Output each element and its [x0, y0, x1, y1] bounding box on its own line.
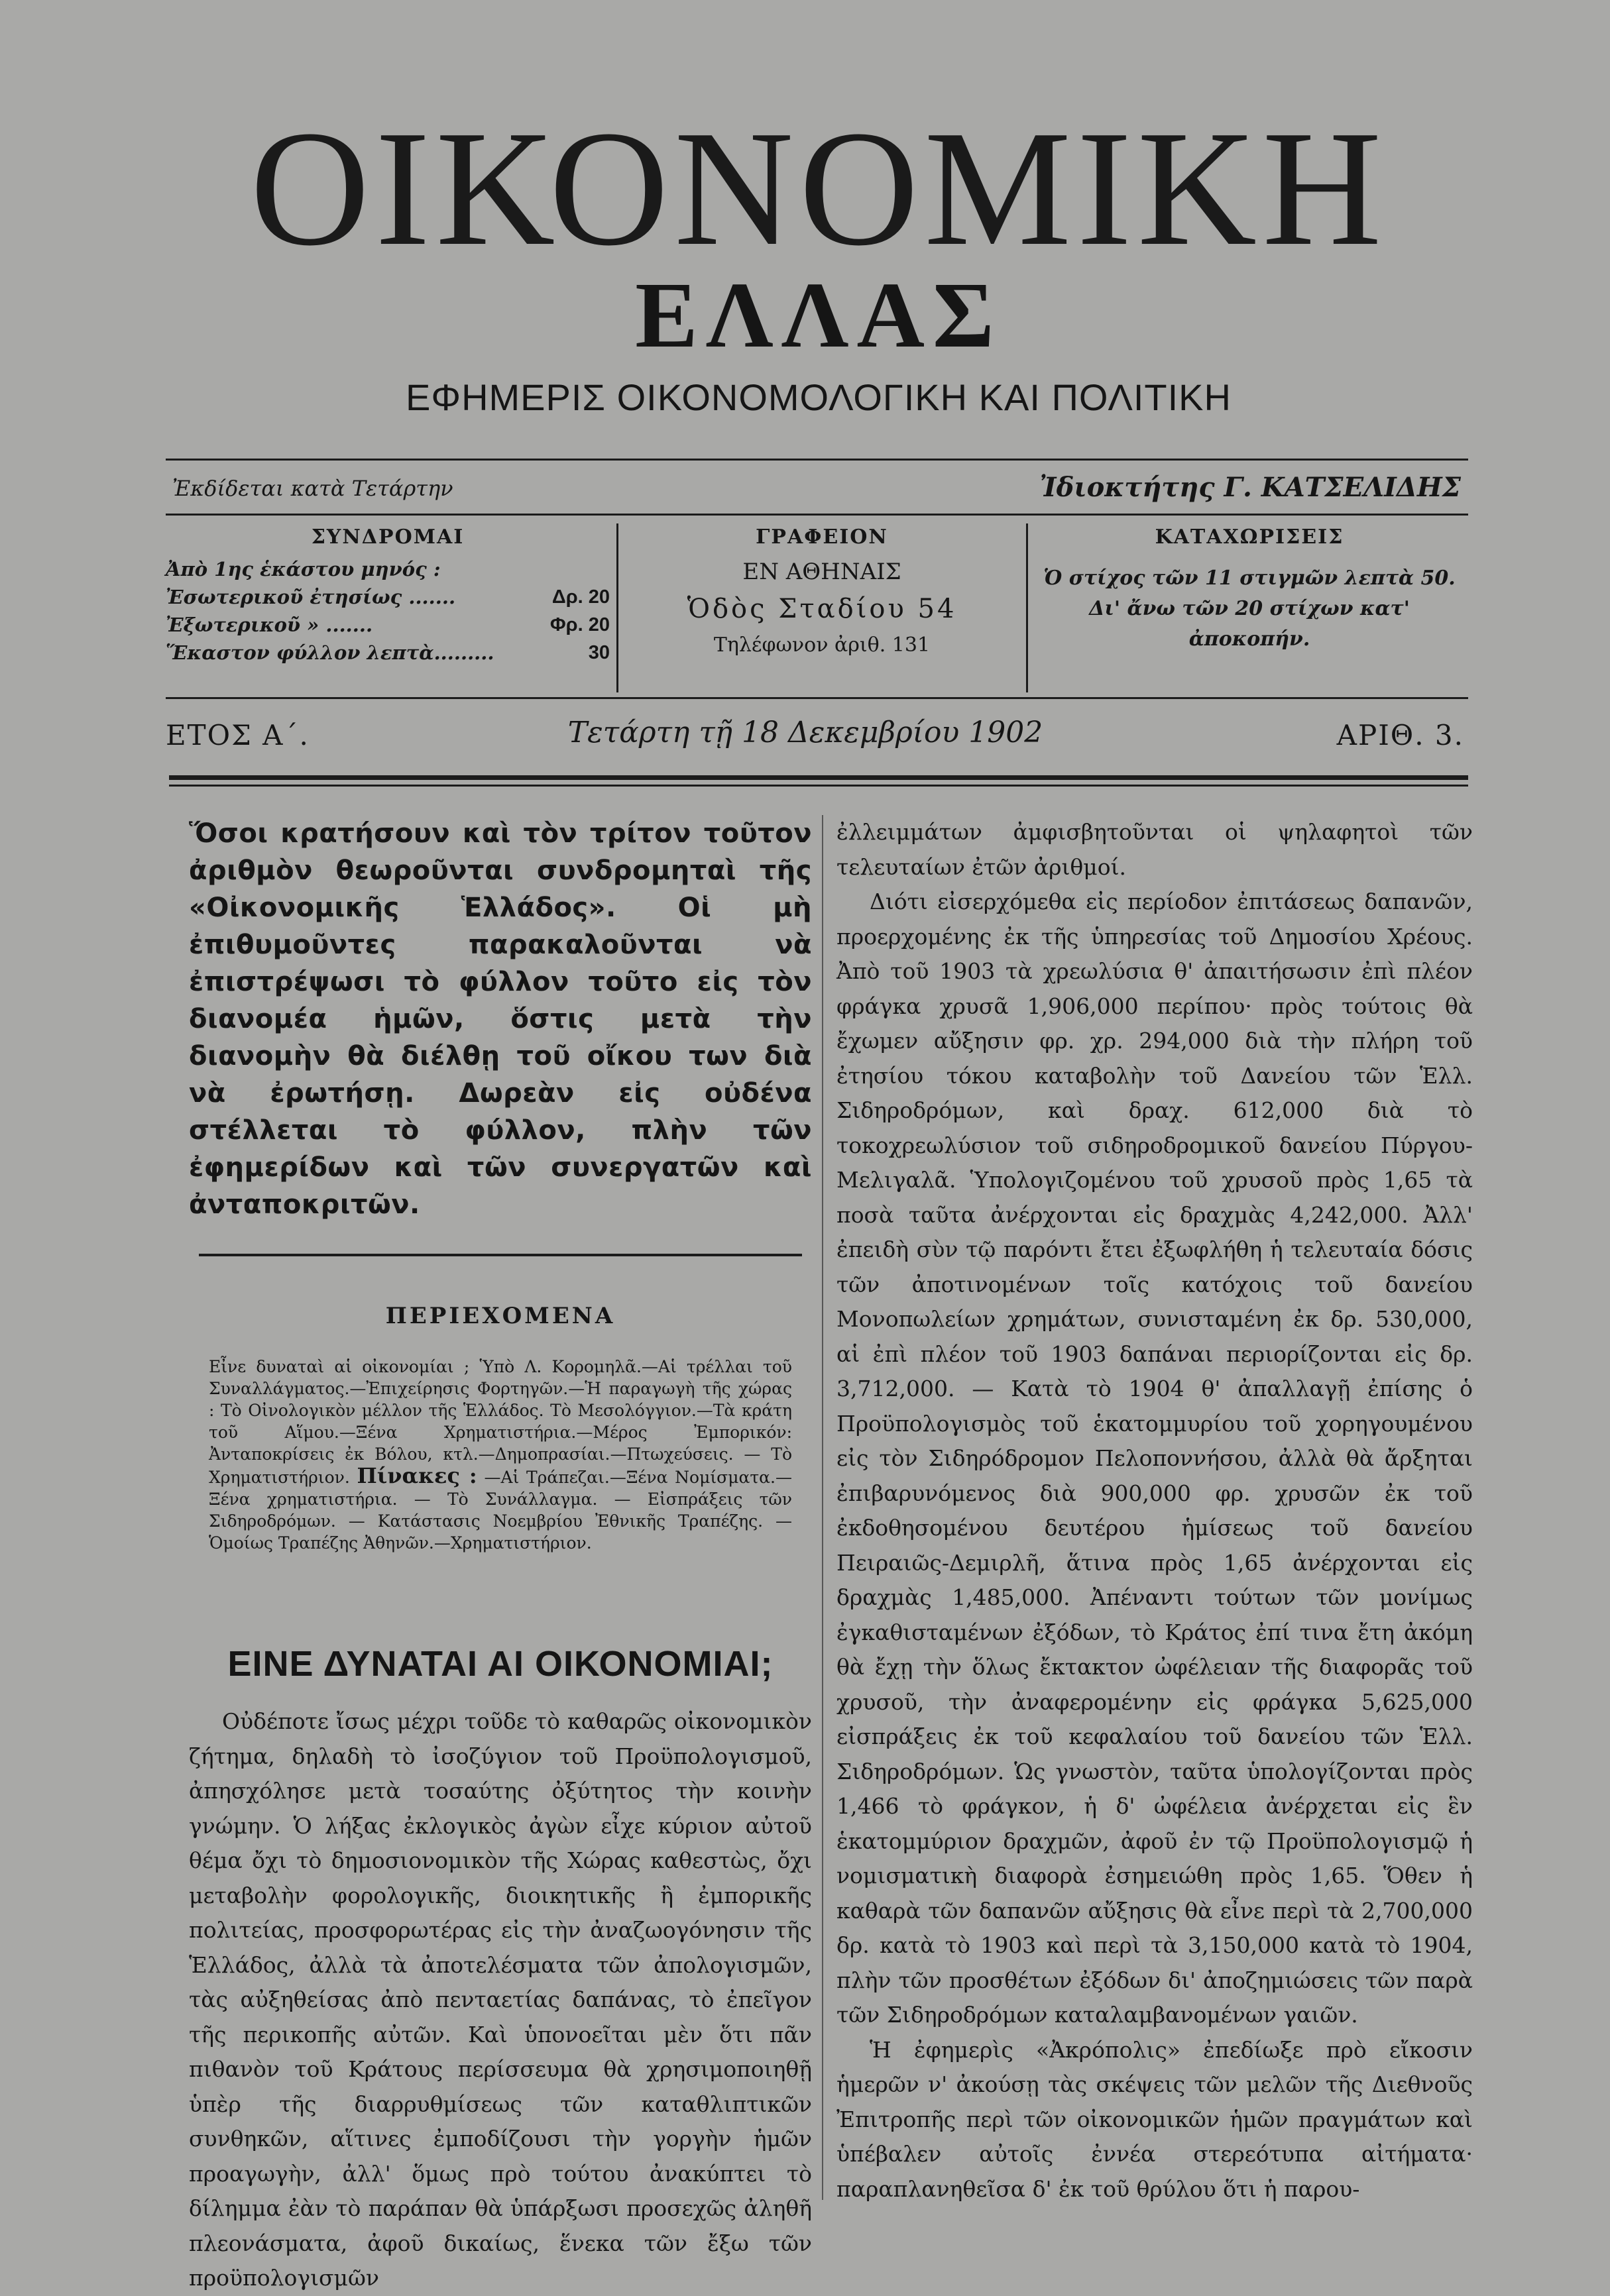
subscription-row: Ἕκαστον φύλλον λεπτὰ......... 30 — [166, 641, 610, 664]
article-paragraph: Διότι εἰσερχόμεθα εἰς περίοδον ἐπιτάσεως δαπανῶν, προερχομένης ἐκ τῆς ὑπηρεσίας τοῦ Δημοσίου Χρέους. Ἀπὸ τοῦ 1903 τὰ χρεωλύσια θ' ἀπαιτήσωσιν ἐπὶ πλέον φράγκα χρυσᾶ 1,906,000 περίπου· πρὸς τούτοις θὰ ἔχωμεν αὔξησιν φρ. χρ. 294,000 διὰ τὴν πλήρη τοῦ ἐτησίου τόκου καταβολὴν τοῦ Δανείου τῶν Ἑλλ. Σιδηροδρόμων, καὶ δραχ. 612,000 διὰ τὸ τοκοχρεωλύσιον τοῦ σιδηροδρομικοῦ δανείου Πύργου-Μελιγαλᾶ. Ὑπολογιζομένου τοῦ χρυσοῦ πρὸς 1,65 τὰ ποσὰ ταῦτα ἀνέρχονται εἰς δραχμὰς 4,242,000. Ἀλλ' ἐπειδὴ σὺν τῷ παρόντι ἔτει ἐξωφλήθη ἡ τελευταία δόσις τῶν ἀποτινομένων τοῖς κατόχοις τοῦ δανείου Μονοπωλείων χρημάτων, συνισταμένη ἐκ δρ. 530,000, αἱ ἐπὶ πλέον τοῦ 1903 δαπάναι περιορίζονται εἰς δρ. 3,712,000. — Κατὰ τὸ 1904 θ' ἀπαλλαγῇ ἐπίσης ὁ Προϋπολογισμὸς τοῦ ἑκατομμυρίου τοῦ χορηγουμένου εἰς τὸν Σιδηρόδρομον Πελοποννήσου, ἀλλὰ θὰ ἄρξηται ἐπιβαρυνόμενος διὰ 900,000 φρ. χρυσῶν ἐκ τοῦ ἐκδοθησομένου δευτέρου ἡμίσεως τοῦ δανείου Πειραιῶς-Δεμιρλῆ, ἅτινα πρὸς 1,65 ἀνέρχονται εἰς δραχμὰς 1,485,000. Ἀπέναντι τούτων τῶν μονίμως ἐγκαθισταμένων ἐξόδων, τὸ Κράτος ἐπί τινα ἔτη ἀκόμη θὰ ἔχῃ τὴν ὅλως ἔκτακτον ὠφέλειαν τῆς διαφορᾶς τοῦ χρυσοῦ, τὴν ἀναφερομένην εἰς φράγκα 5,625,000 εἰσπράξεις ἐκ τοῦ κεφαλαίου τοῦ δανείου τῶν Ἑλλ. Σιδηροδρόμων. Ὡς γνωστὸν, ταῦτα ὑπολογίζονται πρὸς 1,466 τὸ φράγκον, ἡ δ' ὠφέλεια ἀνέρχεται εἰς ἓν ἑκατομμύριον δραχμῶν, ἀφοῦ ἐν τῷ Προϋπολογισμῷ ἡ νομισματικὴ διαφορὰ ἐσημειώθη πρὸς 1,65. Ὅθεν ἡ καθαρὰ τῶν δαπανῶν αὔξησις θὰ εἶνε περὶ τὰ 2,700,000 δρ. κατὰ τὸ 1903 καὶ περὶ τὰ 3,150,000 κατὰ τὸ 1904, πλὴν τῶν προσθέτων ἐξόδων δι' ἀποζημιώσεις τῶν παρὰ τῶν Σιδηροδρόμων καταλαμβανομένων γαιῶν. — [836, 889, 1473, 2028]
masthead-subtitle: ΕΛΛΑΣ — [635, 262, 1002, 367]
right-column — [836, 815, 1473, 2207]
masthead-tagline: ΕΦΗΜΕΡΙΣ ΟΙΚΟΝΟΜΟΛΟΓΙΚΗ ΚΑΙ ΠΟΛΙΤΙΚΗ — [406, 376, 1232, 418]
subscriptions-intro: Ἀπὸ 1ης ἑκάστου μηνός : — [166, 558, 441, 580]
office-city: ΕΝ ΑΘΗΝΑΙΣ — [742, 559, 901, 585]
issue-date: Τετάρτη τῇ 18 Δεκεμβρίου 1902 — [567, 716, 1043, 749]
rule-notice — [199, 1254, 802, 1256]
office-phone: Τηλέφωνον ἀριθ. 131 — [713, 633, 931, 657]
publication-owner: Ἰδιοκτήτης Γ. ΚΑΤΣΕΛΙΔΗΣ — [1039, 472, 1461, 503]
rule-boxes-bottom — [166, 697, 1468, 699]
ads-heading: ΚΑΤΑΧΩΡΙΣΕΙΣ — [1155, 525, 1344, 549]
contents-heading: ΠΕΡΙΕΧΟΜΕΝΑ — [385, 1303, 616, 1329]
ads-text: Ὁ στίχος τῶν 11 στιγμῶν λεπτὰ 50. Δι' ἄνω τῶν 20 στίχων κατ' ἀποκοπήν. — [1043, 567, 1456, 651]
tables-label: Πίνακες : — [357, 1463, 477, 1488]
article-paragraph: ἐλλειμμάτων ἀμφισβητοῦνται οἱ ψηλαφητοὶ τῶν τελευταίων ἐτῶν ἀριθμοί. — [836, 819, 1473, 880]
subscription-row: Ἐξωτερικοῦ » ....... Φρ. 20 — [166, 614, 610, 636]
contents-list: Εἶνε δυναταὶ αἱ οἰκονομίαι ; Ὑπὸ Λ. Κορομηλᾶ.—Αἱ τρέλλαι τοῦ Συναλλάγματος.—Ἐπιχείρησις Φορτηγῶν.—Ἡ παραγωγὴ τῆς χώρας : Τὸ Οἰνολογικὸν μέλλον τῆς Ἑλλάδος. Τὸ Μεσολόγγιον.—Τὰ κράτη τοῦ Αἵμου.—Ξένα Χρηματιστήρια.—Μέρος Ἐμπορικόν: Ἀνταποκρίσεις ἐκ Βόλου, κτλ.—Δημοπρασίαι.—Πτωχεύσεις. — Τὸ Χρηματιστήριον. Πίνακες : —Αἱ Τράπεζαι.—Ξένα Νομίσματα.—Ξένα χρηματιστήρια. — Τὸ Συνάλλαγμα. — Εἰσπράξεις τῶν Σιδηροδρόμων. — Κατάστασις Νοεμβρίου Ἐθνικῆς Τραπέζης. — Ὁμοίως Τραπέζης Ἀθηνῶν.—Χρηματιστήριον. — [209, 1357, 792, 1553]
article-heading: ΕΙΝΕ ΔΥΝΑΤΑΙ ΑΙ ΟΙΚΟΝΟΜΙΑΙ; — [227, 1644, 774, 1684]
rule-top — [166, 459, 1468, 461]
column-divider — [822, 815, 823, 2200]
article-paragraph: Οὐδέποτε ἴσως μέχρι τοῦδε τὸ καθαρῶς οἰκονομικὸν ζήτημα, δηλαδὴ τὸ ἰσοζύγιον τοῦ Προϋπολογισμοῦ, ἀπησχόλησε μετὰ τοσαύτης ὀξύτητος τὴν κοινὴν γνώμην. Ὁ λήξας ἐκλογικὸς ἀγὼν εἶχε κύριον αὐτοῦ θέμα ὄχι τὸ δημοσιονομικὸν τῆς Χώρας καθεστὼς, ὄχι μεταβολὴν φορολογικῆς, διοικητικῆς ἢ ἐμπορικῆς πολιτείας, προσφορωτέρας εἰς τὴν ἀναζωογόνησιν τῆς Ἑλλάδος, ἀλλὰ τὰ ἀποτελέσματα τῶν ἀπολογισμῶν, τὰς αὐξηθείσας ἀπὸ πενταετίας δαπάνας, τὸ ἐπεῖγον τῆς περικοπῆς αὐτῶν. Καὶ ὑπονοεῖται μὲν ὅτι πᾶν πιθανὸν τοῦ Κράτους περίσσευμα θὰ χρησιμοποιηθῇ ὑπὲρ τῆς διαρρυθμίσεως τῶν καταθλιπτικῶν συνθηκῶν, αἵτινες ἐμποδίζουσι τὴν γοργὴν ἡμῶν προαγωγὴν, ἀλλ' ὅμως πρὸ τούτου ἀνακύπτει τὸ δίλημμα ἐὰν τὸ παράπαν θὰ ὑπάρξωσι προσεχῶς ἀληθῆ πλεονάσματα, ἀφοῦ δικαίως, ἕνεκα τῶν ἔξω τῶν προϋπολογισμῶν — [189, 1708, 812, 2291]
office-address: Ὁδὸς Σταδίου 54 — [687, 594, 957, 624]
rule-boxes-top — [166, 514, 1468, 516]
ads-box — [1034, 523, 1465, 696]
issue-number: ΑΡΙΘ. 3. — [1336, 719, 1464, 751]
rule-double-thick — [169, 775, 1468, 780]
subscriptions-heading: ΣΥΝΔΡΟΜΑΙ — [311, 525, 465, 549]
subscriber-notice: Ὅσοι κρατήσουν καὶ τὸν τρίτον τοῦτον ἀριθμὸν θεωροῦνται συνδρομηταὶ τῆς «Οἰκονομικῆς Ἑλλάδος». Οἱ μὴ ἐπιθυμοῦντες παρακαλοῦνται νὰ ἐπιστρέψωσι τὸ φύλλον τοῦτο εἰς τὸν διανομέα ἡμῶν, ὅστις μετὰ τὴν διανομὴν θὰ διέλθῃ τοῦ οἴκου των διὰ νὰ ἐρωτήσῃ. Δωρεὰν εἰς οὐδένα στέλλεται τὸ φύλλον, πλὴν τῶν ἐφημερίδων καὶ τῶν συνεργατῶν καὶ ἀνταποκριτῶν. — [189, 818, 812, 1220]
left-column — [189, 815, 812, 2296]
publication-frequency: Ἐκδίδεται κατὰ Τετάρτην — [172, 476, 453, 501]
rule-double-thin — [169, 785, 1468, 787]
office-box — [623, 523, 1021, 696]
subscription-row: Ἐσωτερικοῦ ἐτησίως ....... Δρ. 20 — [166, 586, 610, 608]
subscriptions-box — [166, 523, 610, 696]
office-heading: ΓΡΑΦΕΙΟΝ — [756, 525, 888, 549]
box-divider — [616, 523, 618, 692]
masthead-title: ΟΙΚΟΝΟΜΙΚΗ — [250, 97, 1387, 280]
issue-year: ΕΤΟΣ Α΄. — [166, 719, 310, 751]
article-paragraph: Ἡ ἐφημερὶς «Ἀκρόπολις» ἐπεδίωξε πρὸ εἴκοσιν ἡμερῶν ν' ἀκούσῃ τὰς σκέψεις τῶν μελῶν τῆς Διεθνοῦς Ἐπιτροπῆς περὶ τῶν οἰκονομικῶν ἡμῶν πραγμάτων καὶ ὑπέβαλεν αὐτοῖς ἐννέα στερεότυπα αἰτήματα· παραπλανηθεῖσα δ' ἐκ τοῦ θρύλου ὅτι ἡ παρου- — [836, 2036, 1473, 2202]
box-divider — [1026, 523, 1028, 692]
